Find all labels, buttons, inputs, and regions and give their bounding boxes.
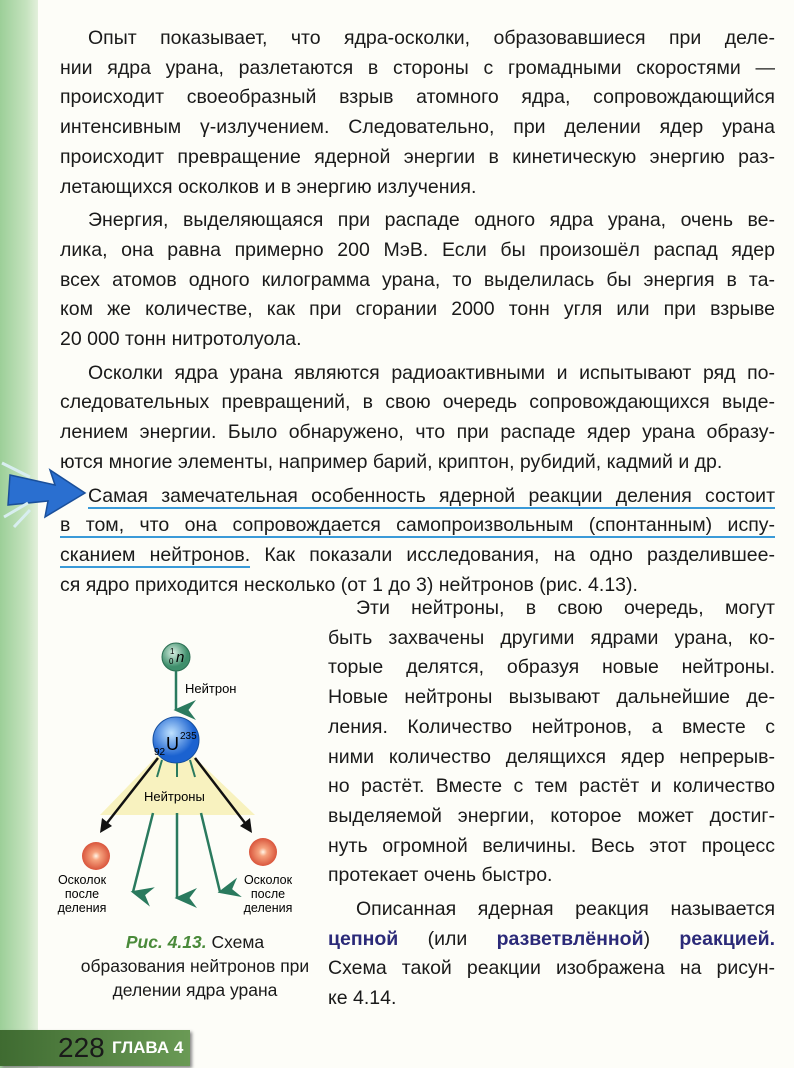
- svg-text:U: U: [166, 734, 179, 754]
- svg-text:92: 92: [154, 747, 166, 758]
- text-line: [60, 543, 775, 567]
- text-line: выделяемой энергии, которое может достиг-: [328, 804, 775, 827]
- fragment-right-label: [244, 873, 293, 915]
- svg-text:деления: деления: [243, 901, 293, 915]
- svg-text:n: n: [176, 649, 185, 666]
- fragment-left-icon: [82, 842, 110, 870]
- chapter-label: ГЛАВА 4: [112, 1038, 184, 1057]
- figure-number: Рис. 4.13.: [125, 932, 207, 952]
- text-line: ления. Количество нейтронов, а вместе с: [328, 715, 775, 738]
- text-line: следовательных превращений, в свою очередь сопровождающихся выде-: [60, 391, 775, 414]
- text-span: Как показали исследования, на одно разделившее-: [250, 543, 775, 566]
- attention-arrow-icon: [0, 455, 90, 535]
- text-line: происходит превращение ядерной энергии в кинетическую энергию раз-: [60, 145, 775, 168]
- page-number: 228: [58, 1032, 105, 1063]
- highlighted-text: в том, что она сопровождается самопроизвольным (спонтанным) испу-: [60, 514, 775, 537]
- text-line: 20 000 тонн нитротолуола.: [60, 328, 302, 350]
- text-line: торые делятся, образуя новые нейтроны.: [328, 656, 775, 679]
- text-line: Схема такой реакции изображена на рисун-: [328, 957, 775, 980]
- text-line: протекает очень быстро.: [328, 864, 553, 887]
- text-line: интенсивным γ-излучением. Следовательно, при делении ядер урана: [60, 116, 775, 139]
- text-line: летающихся осколков и в энергию излучения.: [60, 175, 477, 198]
- text-line: ются многие элементы, например барий, криптон, рубидий, кадмий и др.: [60, 450, 723, 473]
- text-line: Осколки ядра урана являются радиоактивными и испытывают ряд по-: [88, 361, 775, 384]
- text-line: ними количество делящихся ядер непрерыв-: [328, 745, 775, 768]
- key-term: цепной: [328, 927, 399, 950]
- text-line: ком же количестве, как при сгорании 2000 тонн угля или при взрыве: [60, 298, 775, 321]
- fragment-left-label: [58, 873, 107, 915]
- text-line: Описанная ядерная реакция называется: [356, 898, 775, 920]
- svg-text:0: 0: [169, 657, 174, 666]
- text-line: Новые нейтроны вызывают дальнейшие де-: [328, 686, 775, 709]
- svg-text:деления: деления: [57, 901, 107, 915]
- text-line: цепной (или разветвлённой) реакцией.: [328, 927, 775, 950]
- text-line: но растёт. Вместе с тем растёт и количество: [328, 775, 775, 798]
- text-line: Эти нейтроны, в свою очередь, могут: [356, 597, 775, 619]
- fragment-right-icon: [249, 838, 277, 866]
- figure-caption: Рис. 4.13. Схема образования нейтронов при делении ядра урана: [80, 932, 310, 1000]
- page-footer: [0, 1030, 190, 1066]
- text-line: быть захвачены другими ядрами урана, ко-: [328, 626, 775, 649]
- text-line: [60, 513, 775, 537]
- svg-text:235: 235: [180, 731, 197, 742]
- text-span: ): [643, 927, 680, 950]
- svg-text:Осколок: Осколок: [243, 873, 293, 887]
- svg-text:1: 1: [170, 647, 175, 656]
- svg-text:после: после: [64, 887, 100, 901]
- text-line: происходит своеобразный взрыв атомного ядра, сопровождающийся: [60, 86, 775, 109]
- text-line: лением энергии. Было обнаружено, что при распаде ядер урана образу-: [60, 421, 775, 444]
- text-line: всех атомов одного килограмма урана, то выделилась бы энергия в та-: [60, 268, 775, 291]
- text-line: ке 4.14.: [328, 987, 397, 1010]
- text-span: (или: [398, 927, 497, 950]
- svg-text:Нейтроны: Нейтроны: [144, 789, 205, 804]
- highlighted-text: сканием нейтронов.: [60, 543, 251, 566]
- text-line: лика, она равна примерно 200 МэВ. Если бы произошёл распад ядер: [60, 238, 775, 261]
- highlighted-text: Самая замечательная особенность ядерной реакции деления состоит: [88, 484, 775, 507]
- svg-text:после: после: [250, 887, 286, 901]
- svg-text:Осколок: Осколок: [57, 873, 107, 887]
- text-line: Опыт показывает, что ядра-осколки, образовавшиеся при деле-: [88, 27, 775, 49]
- svg-text:Нейтрон: Нейтрон: [185, 681, 237, 696]
- key-term: реакцией: [679, 927, 770, 950]
- fission-diagram: [40, 630, 330, 920]
- text-line: нии ядра урана, разлетаются в стороны с громадными скоростями —: [60, 56, 775, 79]
- text-line: ся ядро приходится несколько (от 1 до 3) нейтронов (рис. 4.13).: [60, 573, 638, 596]
- text-line: нуть огромной величины. Весь этот процесс: [328, 834, 775, 857]
- text-line: Энергия, выделяющаяся при распаде одного ядра урана, очень ве-: [88, 209, 775, 232]
- text-line: [88, 484, 775, 508]
- key-term: разветвлённой: [496, 927, 644, 950]
